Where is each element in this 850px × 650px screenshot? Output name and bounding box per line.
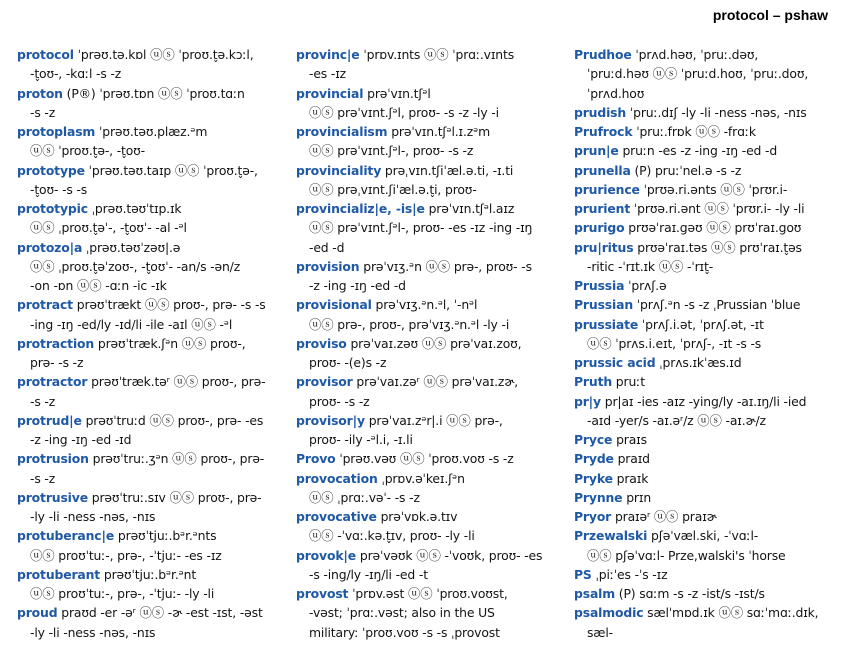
pronunciation-text: -s -ing/ly -ɪŋ/li -ed -t — [309, 566, 428, 582]
pronunciation-text: military: ˈproʊ.voʊ -s -s ˌprovost — [309, 624, 500, 640]
pronunciation-text: ˈprəʊ.tə.kɒl ⓤⓢ ˈproʊ.t̬ə.kɔːl, — [73, 47, 254, 62]
pronunciation-text: sæl- — [587, 624, 613, 640]
headword: prussic acid — [574, 355, 656, 370]
pronunciation-text: proʊ- -ily -ᵊl.i, -ɪ.li — [309, 432, 413, 447]
pronunciation-text: prəˈvaɪ.zᵊr|.i ⓤⓢ prə-, — [364, 412, 503, 428]
headword: prunella — [574, 162, 631, 178]
headword: provincial — [296, 85, 364, 101]
pronunciation-text: prəʊˈtruːd ⓤⓢ proʊ-, prə- -es — [81, 412, 264, 428]
headword: pr|y — [574, 393, 601, 409]
pronunciation-text: ⓤⓢ ˈproʊ.t̬ə-, -t̬oʊ- — [30, 143, 146, 159]
headword: protractor — [17, 374, 88, 390]
entry-first-line — [296, 257, 564, 276]
headword: provision — [296, 258, 360, 274]
entry-first-line — [574, 295, 842, 314]
entry-continuation-line — [17, 315, 285, 334]
dictionary-entry — [574, 122, 842, 141]
entry-first-line — [574, 372, 842, 391]
headword: Prudhoe — [574, 47, 632, 62]
headword: provincializ|e, -is|e — [296, 201, 425, 216]
pronunciation-text: ˈprʌd.hoʊ — [587, 85, 645, 101]
entry-continuation-line — [17, 257, 285, 276]
entry-first-line — [574, 584, 842, 603]
entry-continuation-line — [17, 276, 285, 295]
pronunciation-text: ⓤⓢ ˌprɑː.vəˈ- -s -z — [309, 489, 420, 505]
pronunciation-text: prəʊˈtruː.sɪv ⓤⓢ proʊ-, prə- — [87, 489, 262, 505]
pronunciation-text: prəˌvɪn.tʃiˈæl.ə.ti, -ɪ.ti — [381, 162, 514, 178]
pronunciation-text: prəˈvɪʒ.ᵊn.ᵊl, ˈ-nᵊl — [371, 297, 478, 313]
headword: prurient — [574, 201, 631, 216]
pronunciation-text: ˈprʊə.ri.ənts ⓤⓢ ˈprʊr.i- — [639, 181, 788, 197]
entry-continuation-line — [17, 430, 285, 449]
entry-continuation-line — [17, 218, 285, 237]
pronunciation-text: ˈprɒv.əst ⓤⓢ ˈproʊ.voʊst, — [348, 586, 508, 601]
entry-first-line — [17, 411, 285, 430]
entry-continuation-line — [574, 64, 842, 83]
dictionary-entry — [574, 45, 842, 103]
headword: provocative — [296, 509, 377, 524]
entry-continuation-line — [17, 623, 285, 642]
headword: prudish — [574, 104, 627, 120]
dictionary-entry — [574, 141, 842, 160]
pronunciation-text: prə- -s -z — [30, 355, 84, 370]
headword: prototype — [17, 162, 85, 178]
pronunciation-text: -ing -ɪŋ -ed/ly -ɪd/li -ile -aɪl ⓤⓢ -ᵊl — [30, 316, 233, 332]
pronunciation-text: prəʊˈtruː.ʒᵊn ⓤⓢ proʊ-, prə- — [88, 451, 265, 467]
dictionary-entry — [17, 334, 285, 373]
pronunciation-text: prʊəˈraɪ.gəʊ ⓤⓢ prʊˈraɪ.goʊ — [624, 220, 802, 236]
headword: provinc|e — [296, 47, 360, 62]
entry-continuation-line — [296, 353, 564, 372]
entry-continuation-line — [296, 276, 564, 295]
entry-first-line — [574, 218, 842, 237]
headword: proud — [17, 605, 58, 621]
pronunciation-text: ⓤⓢ pʃəˈvɑːl- Prze,walski's ˈhorse — [587, 547, 786, 563]
pronunciation-text: proʊ- -s -z — [309, 393, 370, 409]
entry-first-line — [17, 372, 285, 391]
headword: Prufrock — [574, 124, 633, 139]
entry-first-line — [296, 372, 564, 391]
entry-first-line — [574, 161, 842, 180]
dictionary-entry — [17, 526, 285, 565]
dictionary-entry — [574, 449, 842, 468]
pronunciation-text: prɪn — [622, 489, 652, 505]
entry-first-line — [17, 84, 285, 103]
entry-continuation-line — [296, 218, 564, 237]
headword: Przewalski — [574, 528, 648, 544]
entry-first-line — [17, 199, 285, 218]
pronunciation-text: -ly -li -ness -nəs, -nɪs — [30, 509, 156, 524]
headword: protocol — [17, 47, 74, 62]
entry-continuation-line — [296, 238, 564, 257]
entry-first-line — [17, 45, 285, 64]
entry-continuation-line — [296, 64, 564, 83]
dictionary-entry — [17, 161, 285, 200]
dictionary-entry — [574, 584, 842, 603]
entry-first-line — [17, 122, 285, 141]
dictionary-entry — [17, 488, 285, 527]
entry-first-line — [574, 430, 842, 449]
entry-first-line — [296, 469, 564, 488]
entry-first-line — [296, 584, 564, 603]
dictionary-entry — [296, 546, 564, 585]
pronunciation-text: ˌpiːˈes -ˈs -ɪz — [591, 566, 668, 582]
pronunciation-text: prəˈvɒk.ə.tɪv — [376, 509, 458, 524]
dictionary-entry — [296, 334, 564, 373]
headword: protrusion — [17, 451, 89, 467]
pronunciation-text: ⓤⓢ proʊˈtuː-, prə-, -ˈtjuː- -ly -li — [30, 586, 215, 601]
headword: psalmodic — [574, 605, 644, 621]
entry-continuation-line — [296, 392, 564, 411]
pronunciation-text: ˈprəʊ.vəʊ ⓤⓢ ˈproʊ.voʊ -s -z — [335, 451, 514, 467]
entry-continuation-line — [296, 488, 564, 507]
entry-first-line — [574, 603, 842, 622]
entry-first-line — [296, 546, 564, 565]
headword: protrud|e — [17, 412, 82, 428]
entry-continuation-line — [17, 392, 285, 411]
pronunciation-text: -ly -li -ness -nəs, -nɪs — [30, 624, 156, 640]
pronunciation-text: prəˈvɪn.tʃᵊl — [363, 85, 431, 101]
entry-first-line — [17, 334, 285, 353]
entry-first-line — [574, 488, 842, 507]
headword: Pryde — [574, 451, 614, 467]
dictionary-entry — [17, 565, 285, 604]
entry-continuation-line — [17, 469, 285, 488]
pronunciation-text: ⓤⓢ proʊˈtuː-, prə-, -ˈtjuː- -es -ɪz — [30, 547, 222, 563]
pronunciation-text: pʃəˈvæl.ski, -ˈvɑːl- — [647, 528, 759, 544]
headword: Prynne — [574, 489, 623, 505]
pronunciation-text: ⓤⓢ ˈprʌs.i.eɪt, ˈprʌʃ-, -ɪt -s -s — [587, 335, 762, 351]
pronunciation-text: -t̬oʊ-, -kɑːl -s -z — [30, 66, 122, 82]
dictionary-entry — [574, 469, 842, 488]
pronunciation-text: prəˈvəʊk ⓤⓢ -ˈvoʊk, proʊ- -es — [356, 547, 543, 563]
dictionary-entry — [296, 161, 564, 200]
pronunciation-text: ˈprəʊ.təʊ.plæz.ᵊm — [95, 124, 208, 139]
headword: Provo — [296, 451, 336, 467]
entry-first-line — [296, 449, 564, 468]
pronunciation-text: -vəst; ˈprɑː.vəst; also in the US — [309, 605, 495, 621]
entry-first-line — [574, 353, 842, 372]
dictionary-entry — [574, 353, 842, 372]
pronunciation-text: ⓤⓢ -ˈvɑː.kə.t̬ɪv, proʊ- -ly -li — [309, 528, 475, 544]
pronunciation-text: ˈpruː.frɒk ⓤⓢ -frɑːk — [632, 124, 756, 139]
pronunciation-text: praɪəʳ ⓤⓢ praɪɚ — [611, 509, 717, 524]
pronunciation-text: ˈprʌʃ.ᵊn -s -z ˌPrussian ˈblue — [633, 297, 801, 313]
pronunciation-text: ˈprəʊ.təʊ.taɪp ⓤⓢ ˈproʊ.t̬ə-, — [84, 162, 258, 178]
entry-first-line — [574, 238, 842, 257]
headword: provinciality — [296, 162, 382, 178]
headword: proviso — [296, 335, 347, 351]
entry-continuation-line — [17, 103, 285, 122]
entry-first-line — [296, 161, 564, 180]
pronunciation-text: ⓤⓢ prəˌvɪnt.ʃiˈæl.ə.t̬i, proʊ- — [309, 181, 477, 197]
entry-continuation-line — [17, 141, 285, 160]
entry-first-line — [574, 103, 842, 122]
entry-first-line — [17, 603, 285, 622]
dictionary-entry — [296, 295, 564, 334]
entry-continuation-line — [574, 334, 842, 353]
pronunciation-text: prəʊˈtræk.ʃᵊn ⓤⓢ proʊ-, — [94, 335, 246, 351]
entry-continuation-line — [574, 546, 842, 565]
pronunciation-text: prəʊˈtrækt ⓤⓢ proʊ-, prə- -s -s — [72, 297, 266, 313]
dictionary-entry — [574, 295, 842, 314]
entry-first-line — [296, 122, 564, 141]
headword: provisor — [296, 374, 353, 390]
entry-first-line — [574, 449, 842, 468]
pronunciation-text: -z -ing -ɪŋ -ed -d — [309, 278, 406, 293]
dictionary-entry — [574, 218, 842, 237]
entry-first-line — [574, 141, 842, 160]
entry-continuation-line — [17, 507, 285, 526]
headword: protozo|a — [17, 239, 83, 255]
entry-first-line — [574, 392, 842, 411]
entry-first-line — [574, 469, 842, 488]
entry-first-line — [17, 488, 285, 507]
pronunciation-text: prəˈvɪn.tʃᵊl.aɪz — [424, 201, 515, 216]
pronunciation-text: -ed -d — [309, 239, 345, 255]
headword: provocation — [296, 470, 378, 486]
entry-first-line — [296, 334, 564, 353]
pronunciation-text: -s -z — [30, 393, 56, 409]
headword: provok|e — [296, 547, 357, 563]
running-head: protocol – pshaw — [712, 7, 828, 23]
entry-continuation-line — [574, 257, 842, 276]
dictionary-entry — [17, 45, 285, 84]
entry-first-line — [17, 526, 285, 545]
entry-first-line — [574, 526, 842, 545]
entry-first-line — [17, 565, 285, 584]
dictionary-entry — [574, 372, 842, 391]
pronunciation-text: ˈprʌʃ.i.ət, ˈprʌʃ.ət, -ɪt — [638, 316, 764, 332]
dictionary-entry — [574, 526, 842, 565]
entry-continuation-line — [17, 546, 285, 565]
dictionary-entry — [296, 199, 564, 257]
dictionary-entry — [296, 469, 564, 508]
pronunciation-text: praʊd -er -əʳ ⓤⓢ -ɚ -est -ɪst, -əst — [57, 605, 263, 621]
headword: provincialism — [296, 124, 388, 139]
headword: PS — [574, 566, 592, 582]
column-2 — [296, 45, 564, 642]
dictionary-entry — [574, 392, 842, 431]
pronunciation-text: prʊəˈraɪ.təs ⓤⓢ prʊˈraɪ.t̬əs — [633, 239, 802, 255]
headword: pru|ritus — [574, 239, 634, 255]
dictionary-entry — [574, 199, 842, 218]
headword: provisor|y — [296, 412, 365, 428]
headword: provost — [296, 586, 349, 601]
dictionary-entry — [574, 180, 842, 199]
headword: psalm — [574, 586, 616, 601]
entry-continuation-line — [296, 565, 564, 584]
pronunciation-text: praɪs — [612, 432, 647, 447]
entry-continuation-line — [17, 180, 285, 199]
pronunciation-text: prəʊˈtjuː.bᵊr.ᵊnts — [114, 528, 217, 544]
headword: protoplasm — [17, 124, 96, 139]
pronunciation-text: prəˈvaɪ.zəʊ ⓤⓢ prəˈvaɪ.zoʊ, — [346, 335, 522, 351]
dictionary-entry — [574, 276, 842, 295]
pronunciation-text: ⓤⓢ prəˈvɪnt.ʃᵊl-, proʊ- -s -z — [309, 143, 474, 159]
entry-continuation-line — [296, 430, 564, 449]
pronunciation-text: ⓤⓢ prəˈvɪnt.ʃᵊl-, proʊ- -es -ɪz -ing -ɪŋ — [309, 220, 533, 236]
dictionary-entry — [574, 103, 842, 122]
entry-first-line — [296, 295, 564, 314]
pronunciation-text: -es -ɪz — [309, 66, 347, 82]
dictionary-entry — [296, 45, 564, 84]
entry-continuation-line — [17, 584, 285, 603]
dictionary-entry — [574, 603, 842, 642]
entry-first-line — [17, 295, 285, 314]
dictionary-entry — [296, 84, 564, 123]
pronunciation-text: praɪk — [612, 470, 649, 486]
dictionary-entry — [296, 411, 564, 450]
dictionary-entry — [17, 411, 285, 450]
headword: protuberanc|e — [17, 528, 115, 544]
entry-continuation-line — [574, 411, 842, 430]
entry-first-line — [17, 449, 285, 468]
entry-first-line — [574, 507, 842, 526]
entry-continuation-line — [296, 603, 564, 622]
pronunciation-text: prəʊˈtræk.təʳ ⓤⓢ proʊ-, prə- — [87, 374, 266, 390]
pronunciation-text: proʊ- -(e)s -z — [309, 355, 387, 370]
entry-continuation-line — [17, 64, 285, 83]
entry-continuation-line — [296, 180, 564, 199]
dictionary-entry — [17, 372, 285, 411]
pronunciation-text: -on -ɒn ⓤⓢ -ɑːn -ic -ɪk — [30, 278, 167, 293]
pronunciation-text: prəˈvaɪ.zəʳ ⓤⓢ prəˈvaɪ.zɚ, — [352, 374, 519, 390]
pronunciation-text: (P) pruːˈnel.ə -s -z — [630, 162, 742, 178]
headword: Prussia — [574, 278, 625, 293]
dictionary-entry — [574, 161, 842, 180]
entry-continuation-line — [296, 141, 564, 160]
dictionary-entry — [574, 430, 842, 449]
entry-first-line — [574, 122, 842, 141]
dictionary-entry — [574, 565, 842, 584]
dictionary-entry — [574, 315, 842, 354]
headword: prussiate — [574, 316, 639, 332]
entry-first-line — [574, 315, 842, 334]
headword: provisional — [296, 297, 372, 313]
entry-first-line — [296, 45, 564, 64]
entry-first-line — [296, 199, 564, 218]
entry-continuation-line — [296, 103, 564, 122]
dictionary-entry — [574, 507, 842, 526]
dictionary-entry — [17, 122, 285, 161]
dictionary-entry — [17, 84, 285, 123]
headword: protuberant — [17, 566, 101, 582]
dictionary-entry — [17, 449, 285, 488]
pronunciation-text: prəʊˈtjuː.bᵊr.ᵊnt — [100, 566, 197, 582]
pronunciation-text: prəˈvɪʒ.ᵊn ⓤⓢ prə-, proʊ- -s — [359, 258, 532, 274]
pronunciation-text: ˌprʌs.ɪkˈæs.ɪd — [655, 355, 742, 370]
pronunciation-text: praɪd — [613, 451, 650, 467]
dictionary-entry — [17, 295, 285, 334]
pronunciation-text: ⓤⓢ prəˈvɪnt.ʃᵊl, proʊ- -s -z -ly -i — [309, 104, 499, 120]
pronunciation-text: ˈprʊə.ri.ənt ⓤⓢ ˈprʊr.i- -ly -li — [630, 201, 805, 216]
headword: prototypic — [17, 201, 88, 216]
entry-first-line — [574, 45, 842, 64]
pronunciation-text: ˌprɒv.əˈkeɪ.ʃᵊn — [377, 470, 465, 486]
dictionary-entry — [296, 257, 564, 296]
entry-continuation-line — [574, 623, 842, 642]
dictionary-entry — [17, 238, 285, 296]
entry-continuation-line — [17, 353, 285, 372]
entry-first-line — [574, 565, 842, 584]
pronunciation-text: ⓤⓢ prə-, proʊ-, prəˈvɪʒ.ᵊn.ᵊl -ly -i — [309, 316, 510, 332]
headword: prurience — [574, 181, 640, 197]
entry-first-line — [296, 507, 564, 526]
pronunciation-text: pruːt — [612, 374, 645, 390]
headword: prurigo — [574, 220, 625, 236]
pronunciation-text: pruːn -es -z -ing -ɪŋ -ed -d — [618, 143, 778, 159]
pronunciation-text: (P®) ˈprəʊ.tɒn ⓤⓢ ˈproʊ.tɑːn — [62, 85, 245, 101]
pronunciation-text: ˈpruː.dɪʃ -ly -li -ness -nəs, -nɪs — [626, 104, 807, 120]
dictionary-entry — [574, 488, 842, 507]
pronunciation-text: -aɪd -yer/s -aɪ.əʳ/z ⓤⓢ -aɪ.ɚ/z — [587, 412, 766, 428]
dictionary-entry — [296, 449, 564, 468]
pronunciation-text: sælˈmɒd.ɪk ⓤⓢ sɑːˈmɑː.dɪk, — [643, 605, 819, 621]
headword: proton — [17, 85, 63, 101]
entry-first-line — [296, 411, 564, 430]
pronunciation-text: -s -z — [30, 104, 56, 120]
dictionary-entry — [17, 603, 285, 642]
pronunciation-text: ˈprɒv.ɪnts ⓤⓢ ˈprɑː.vɪnts — [359, 47, 515, 62]
entry-first-line — [574, 199, 842, 218]
entry-first-line — [17, 238, 285, 257]
dictionary-entry — [296, 122, 564, 161]
headword: Pryke — [574, 470, 613, 486]
dictionary-entry — [296, 507, 564, 546]
entry-continuation-line — [296, 623, 564, 642]
dictionary-entry — [296, 584, 564, 642]
pronunciation-text: (P) sɑːm -s -z -ist/s -ɪst/s — [615, 586, 765, 601]
pronunciation-text: -ritic -ˈrɪt.ɪk ⓤⓢ -ˈrɪt̬- — [587, 258, 714, 274]
headword: Prussian — [574, 297, 633, 313]
headword: Pruth — [574, 374, 613, 390]
pronunciation-text: -s -z — [30, 470, 56, 486]
pronunciation-text: ˈpruːd.həʊ ⓤⓢ ˈpruːd.hoʊ, ˈpruː.doʊ, — [587, 66, 809, 82]
entry-continuation-line — [296, 315, 564, 334]
pronunciation-text: ˌprəʊ.təʊˈtɪp.ɪk — [87, 201, 182, 216]
entry-continuation-line — [574, 84, 842, 103]
headword: prun|e — [574, 143, 619, 159]
headword: protract — [17, 297, 73, 313]
dictionary-entry — [17, 199, 285, 238]
pronunciation-text: ˈprʌd.həʊ, ˈpruː.dəʊ, — [631, 47, 759, 62]
pronunciation-text: -z -ing -ɪŋ -ed -ɪd — [30, 432, 132, 447]
pronunciation-text: ˌprəʊ.təʊˈzəʊ|.ə — [82, 239, 181, 255]
column-3 — [574, 45, 842, 642]
dictionary-entry — [296, 372, 564, 411]
entry-first-line — [574, 276, 842, 295]
headword: Pryce — [574, 432, 613, 447]
entry-first-line — [17, 161, 285, 180]
pronunciation-text: -t̬oʊ- -s -s — [30, 181, 88, 197]
pronunciation-text: prəˈvɪn.tʃᵊl.ɪ.zᵊm — [387, 124, 491, 139]
headword: protrusive — [17, 489, 88, 505]
entry-first-line — [296, 84, 564, 103]
pronunciation-text: ⓤⓢ ˌproʊ.t̬əˈ-, -t̬oʊˈ- -al -ᵊl — [30, 220, 187, 236]
headword: protraction — [17, 335, 95, 351]
column-1 — [17, 45, 285, 642]
pronunciation-text: ⓤⓢ ˌproʊ.t̬əˈzoʊ-, -t̬oʊˈ- -an/s -ən/z — [30, 258, 241, 274]
headword: Pryor — [574, 509, 612, 524]
entry-first-line — [574, 180, 842, 199]
pronunciation-text: pr|aɪ -ies -aɪz -ying/ly -aɪ.ɪŋ/li -ied — [600, 393, 807, 409]
dictionary-entry — [574, 238, 842, 277]
pronunciation-text: ˈprʌʃ.ə — [624, 278, 667, 293]
entry-continuation-line — [296, 526, 564, 545]
